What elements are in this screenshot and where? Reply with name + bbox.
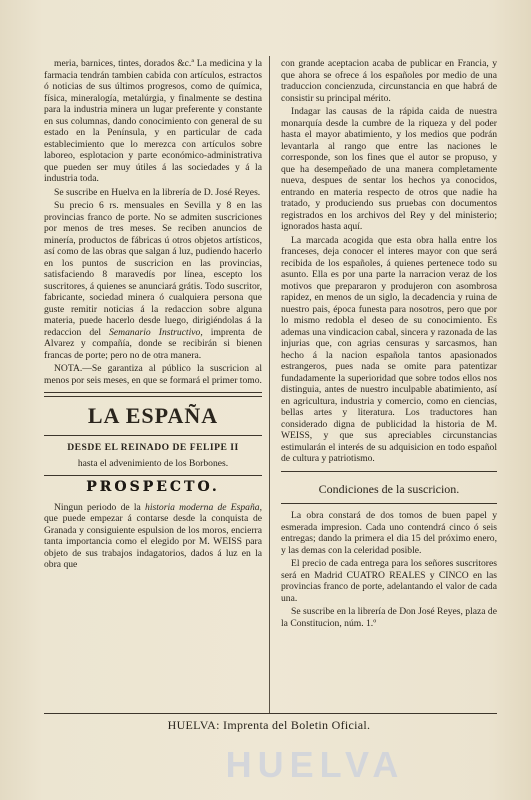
note-paragraph: NOTA.—Se garantiza al público la suscricion al menos por seis meses, en que se formará el primer tomo. bbox=[44, 363, 262, 386]
paragraph-text: Ningun periodo de la bbox=[54, 501, 146, 513]
subheadline: DESDE EL REINADO DE FELIPE II bbox=[67, 442, 239, 453]
condition-paragraph: El precio de cada entrega para los señores suscritores será en Madrid CUATRO REALES y CINCO en las provincias franco de porte, adelantando el valor de cada una. bbox=[281, 558, 497, 604]
separator-rule bbox=[44, 392, 262, 397]
paragraph: Indagar las causas de la rápida caida de nuestra monarquía desde la cumbre de la riqueza y del poder hasta el mayor abatimiento, y los medios que podrán levantarla al rango que entre las naciones le corresponde, son los fines que el autor se propuso, y que ha desempeñado de una manera completamente nueva, despues de sentar los hechos ya conocidos, entrando en materia respecto de otros que nadie ha tratado, y produciendo sus pruebas con documentos registrados en los archivos del Rey y del ministerio; ignorados hasta aquí. bbox=[281, 106, 497, 232]
column-divider bbox=[269, 56, 270, 714]
paragraph bbox=[44, 200, 262, 361]
subheadline-secondary: hasta el advenimiento de los Borbones. bbox=[77, 457, 229, 469]
paragraph: meria, barnices, tintes, dorados &c.ª La medicina y la farmacia tendrán tambien cabida con artículos, estractos ó noticias de sus últimos progresos, como de química, física, mineralogía, metalúrgia, y finalmente se destina para la industria minera un lugar preferente y constante en sus columnas, dando conocimiento con general de su estado en la Península, y en particular de cada establecimiento que lo merezca con artículos sobre laboreo, esplotacion y parte económico-administrativa que pueden ser muy útiles á las sociedades y á la industria toda. bbox=[44, 58, 262, 184]
publication-title: Semanario Instructivo bbox=[109, 326, 201, 338]
prospecto-paragraph bbox=[44, 502, 262, 571]
paragraph-text: , imprenta de Alvarez y compañía, donde se recibirán si bienen francas de porte; pero no de otra manera. bbox=[44, 326, 262, 361]
condition-paragraph: La obra constará de dos tomos de buen papel y esmerada impresion. Cada uno contendrá cinco ó seis entregas; dando la primera el dia 15 del próximo enero, y las demas con la celeridad posible. bbox=[281, 510, 497, 556]
headline: LA ESPAÑA bbox=[87, 403, 219, 428]
separator-rule bbox=[44, 475, 262, 476]
paragraph: La marcada acogida que esta obra halla entre los franceses, deja conocer el interes mayor con que será recibida de los españoles, á quienes pertenece todo su asunto. Ella es por una parte la narracion veraz de los motivos que prepararon y produjeron con asombrosa rapidez, en menos de un siglo, la decadencia y ruina de nuestro pais, época funesta para nosotros, pero que por lo mismo redobla el deseo de su conocimiento. Es ademas una vindicacion cabal, sincera y razonada de las injurias que, con agrias censuras y sarcasmos, han hecho á la nacion española tantos apasionados estrangeros, pues nada se omite para patentizar fundadamente la superioridad que sobre todos ellos nos distinguia, antes de nuestro inculpable abatimiento, así en agricultura, industria y comercio, como en ciencias, bellas artes y literatura. Los traductores han considerado digna de publicidad la historia de M. WEISS, y que sus apreciables circunstancias estimularán el interés de su adquisicion en todo español de cultura y patriotismo. bbox=[281, 234, 497, 464]
italic-title: historia moderna de España bbox=[145, 501, 260, 513]
paragraph: con grande aceptacion acaba de publicar en Francia, y que ahora se ofrece á los españoles por medio de una traduccion concienzuda, circunstancia en que habrá de consistir su principal mérito. bbox=[281, 58, 497, 104]
library-stamp-watermark: HUELVA bbox=[225, 744, 405, 785]
prospecto-heading: PROSPECTO. bbox=[86, 479, 220, 495]
footer-rule bbox=[44, 713, 497, 714]
left-column bbox=[44, 58, 262, 573]
separator-rule bbox=[44, 435, 262, 436]
paragraph-text: , que puede empezar á contarse desde la conquista de Granada y consiguiente espulsion de los moros, encierra tanta importancia como el elegido por M. WEISS para objeto de sus trabajos indagatorios, dados á luz en la obra que bbox=[44, 501, 262, 570]
section-title: Condiciones de la suscricion. bbox=[318, 481, 460, 496]
right-column bbox=[281, 58, 497, 631]
separator-rule bbox=[281, 503, 497, 504]
paragraph-text: Su precio 6 rs. mensuales en Sevilla y 8 en las provincias franco de porte. No se admiten suscriciones por menos de tres meses. Se reciben anuncios de minería, productos de fábricas ú otros objetos artísticos, así como de las obras que salgan á luz, pudiendo hacerlo en los puntos de suscricion en las provincias, satisfaciendo 8 maravedís por línea, escepto los suscritores, á quienes se anunciará grátis. Todo suscritor, fabricante, sociedad minera ó cualquiera persona que guste remitir noticias á la redaccion sobre alguna materia, puede hacerlo desde luego, dirigiéndolas á la redaccion del bbox=[44, 200, 262, 338]
paragraph: Se suscribe en Huelva en la librería de D. José Reyes. bbox=[54, 186, 261, 198]
imprint-footer: HUELVA: Imprenta del Boletin Oficial. bbox=[167, 718, 371, 732]
separator-rule bbox=[281, 471, 497, 472]
condition-paragraph: Se suscribe en la librería de Don José Reyes, plaza de la Constitucion, núm. 1.º bbox=[281, 606, 497, 629]
